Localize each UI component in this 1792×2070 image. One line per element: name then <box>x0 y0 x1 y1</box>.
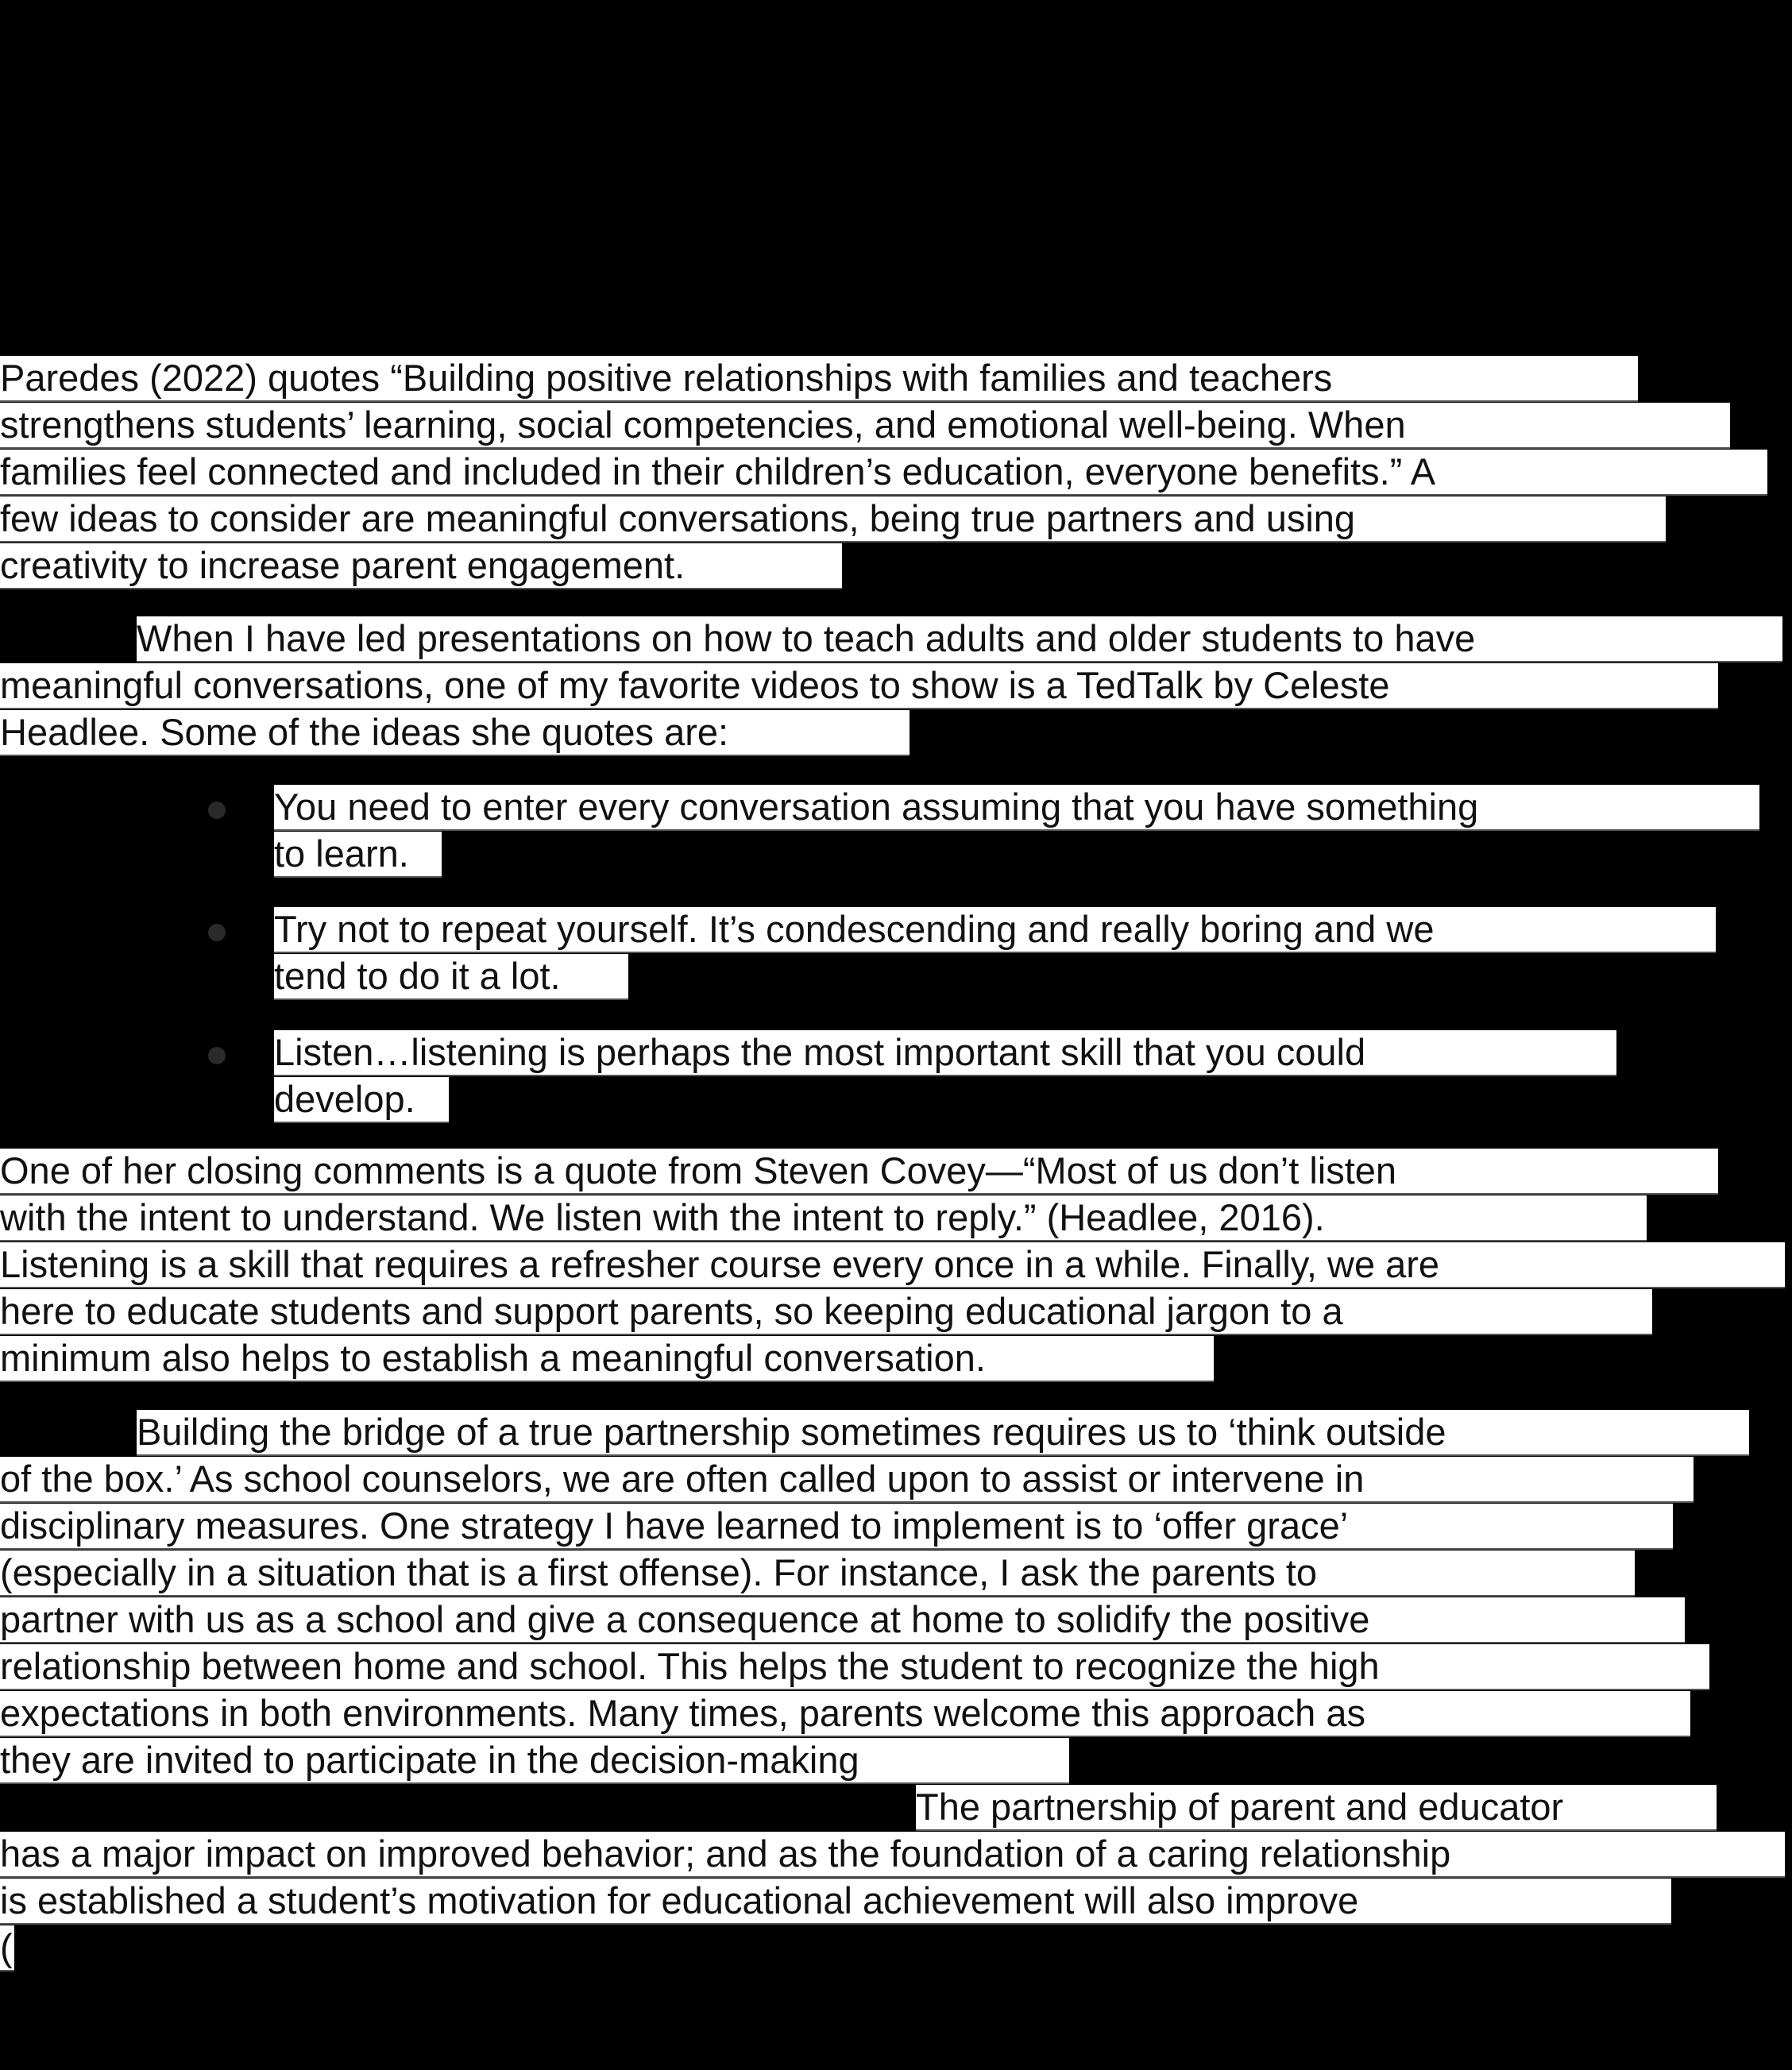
paragraph-5-line <box>0 1832 1785 1878</box>
text-line: creativity to increase parent engagement. <box>0 543 842 589</box>
text-line: with the intent to understand. We listen with the intent to reply.” (Headlee, 2016). <box>0 1195 1647 1242</box>
paragraph-1-line <box>0 403 1730 449</box>
paragraph-5-line <box>0 1925 14 1972</box>
paragraph-1-line <box>0 543 842 589</box>
paragraph-4-line <box>137 1410 1749 1456</box>
text-line: Paredes (2022) quotes “Building positive relationships with families and teachers <box>0 356 1638 402</box>
text-line: of the box.’ As school counselors, we are often called upon to assist or intervene in <box>0 1457 1694 1503</box>
text-line: develop. <box>274 1077 449 1123</box>
bullet-item-line <box>274 907 1716 953</box>
text-line: ( <box>0 1925 14 1972</box>
text-line: Listening is a skill that requires a refresher course every once in a while. Finally, we are <box>0 1242 1785 1288</box>
text-line: tend to do it a lot. <box>274 954 628 1000</box>
text-line: When I have led presentations on how to teach adults and older students to have <box>137 616 1782 662</box>
bullet-item-line <box>274 954 628 1000</box>
text-line: disciplinary measures. One strategy I have learned to implement is to ‘offer grace’ <box>0 1504 1673 1550</box>
text-line: they are invited to participate in the decision-making <box>0 1738 1069 1784</box>
text-line: expectations in both environments. Many times, parents welcome this approach as <box>0 1691 1690 1737</box>
text-line: few ideas to consider are meaningful conversations, being true partners and using <box>0 496 1666 543</box>
paragraph-4-line <box>0 1691 1690 1737</box>
bullet-icon <box>208 924 226 941</box>
paragraph-4-line <box>0 1738 1069 1784</box>
bullet-item-line <box>274 1030 1616 1076</box>
paragraph-3-line <box>0 1195 1647 1242</box>
paragraph-1-line <box>0 450 1767 496</box>
text-line: You need to enter every conversation assuming that you have something <box>274 785 1759 831</box>
paragraph-5-line <box>916 1785 1717 1831</box>
text-line: Building the bridge of a true partnership sometimes requires us to ‘think outside <box>137 1410 1749 1456</box>
text-line: strengthens students’ learning, social competencies, and emotional well-being. When <box>0 403 1730 449</box>
text-line: families feel connected and included in their children’s education, everyone benefits.” A <box>0 450 1767 496</box>
text-line: has a major impact on improved behavior; and as the foundation of a caring relationship <box>0 1832 1785 1878</box>
paragraph-3-line <box>0 1289 1652 1335</box>
text-line: Headlee. Some of the ideas she quotes are: <box>0 710 910 756</box>
text-line: meaningful conversations, one of my favorite videos to show is a TedTalk by Celeste <box>0 663 1718 709</box>
paragraph-2-line <box>137 616 1782 662</box>
text-line: relationship between home and school. This helps the student to recognize the high <box>0 1644 1709 1690</box>
paragraph-2-line <box>0 710 910 756</box>
text-line: Try not to repeat yourself. It’s condescending and really boring and we <box>274 907 1716 953</box>
paragraph-3-line <box>0 1336 1214 1382</box>
paragraph-2-line <box>0 663 1718 709</box>
paragraph-3-line <box>0 1149 1718 1195</box>
paragraph-4-line <box>0 1504 1673 1550</box>
text-line: One of her closing comments is a quote from Steven Covey—“Most of us don’t listen <box>0 1149 1718 1195</box>
paragraph-5-line <box>0 1879 1671 1925</box>
paragraph-4-line <box>0 1457 1694 1503</box>
text-line: (especially in a situation that is a first offense). For instance, I ask the parents to <box>0 1551 1635 1597</box>
bullet-item-line <box>274 1077 449 1123</box>
text-line: here to educate students and support parents, so keeping educational jargon to a <box>0 1289 1652 1335</box>
text-line: Listen…listening is perhaps the most important skill that you could <box>274 1030 1616 1076</box>
bullet-item-line <box>274 832 442 878</box>
text-line: to learn. <box>274 832 442 878</box>
text-line: is established a student’s motivation for educational achievement will also improve <box>0 1879 1671 1925</box>
paragraph-4-line <box>0 1644 1709 1690</box>
paragraph-1-line <box>0 356 1638 402</box>
bullet-item-line <box>274 785 1759 831</box>
bullet-icon <box>208 801 226 819</box>
text-line: The partnership of parent and educator <box>916 1785 1717 1831</box>
paragraph-3-line <box>0 1242 1785 1288</box>
text-line: partner with us as a school and give a consequence at home to solidify the positive <box>0 1597 1685 1643</box>
paragraph-1-line <box>0 496 1666 543</box>
bullet-icon <box>208 1047 226 1064</box>
text-line: minimum also helps to establish a meaningful conversation. <box>0 1336 1214 1382</box>
paragraph-4-line <box>0 1597 1685 1643</box>
paragraph-4-line <box>0 1551 1635 1597</box>
